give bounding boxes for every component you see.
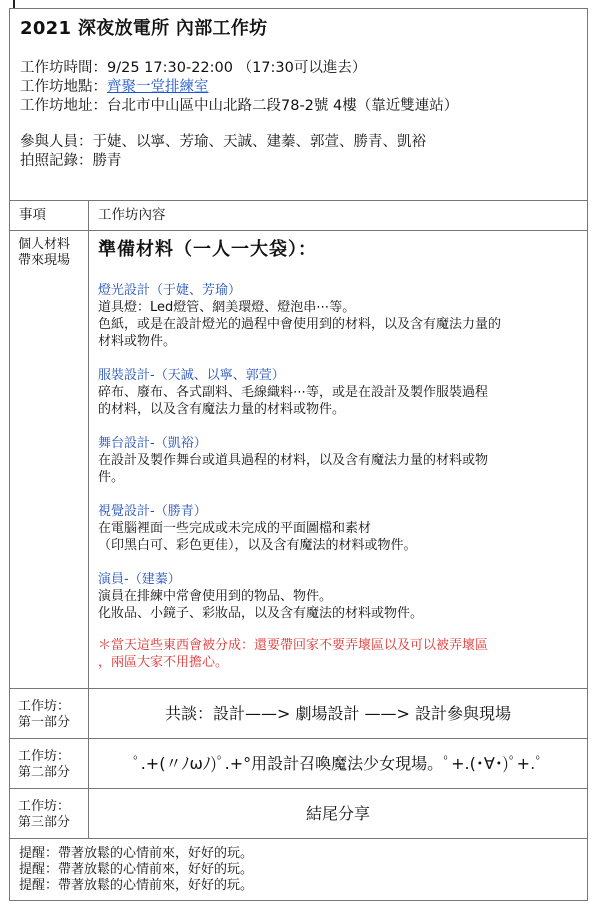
- warning-note: ＊當天這些東西會被分成：還要帶回家不要弄壞區以及可以被弄壞區 ，兩區大家不用擔心。: [98, 638, 489, 670]
- section-visual: [98, 503, 577, 554]
- column-header-row: [10, 201, 588, 231]
- people-info: [20, 133, 577, 171]
- part-content: 共談：設計——> 劇場設計 ——> 設計參與現場: [89, 689, 588, 739]
- document-title: 2021 深夜放電所 內部工作坊: [20, 18, 268, 39]
- workshop-info: [20, 59, 577, 116]
- photo-label: 拍照記錄：: [20, 153, 93, 169]
- photographer-value: 勝青: [92, 153, 122, 169]
- section-line: （印黑白可、彩色更佳），以及含有魔法的材料或物件。: [98, 538, 417, 553]
- header-cell: [10, 9, 588, 201]
- participants-label: 參與人員：: [20, 134, 93, 150]
- part-row-1: [10, 689, 588, 739]
- participants-line: [20, 133, 577, 152]
- materials-row: [10, 231, 588, 689]
- reminder-line: 提醒：帶著放鬆的心情前來，好好的玩。: [19, 878, 254, 893]
- time-label: 工作坊時間：: [20, 60, 107, 76]
- section-line: 材料或物件。: [98, 334, 177, 349]
- section-stage: [98, 435, 577, 486]
- reminder-line: 提醒：帶著放鬆的心情前來，好好的玩。: [19, 862, 254, 877]
- materials-label: 個人材料 帶來現場: [10, 231, 89, 689]
- time-value: 9/25 17:30-22:00 （17:30可以進去）: [107, 60, 367, 76]
- part-label: 工作坊： 第三部分: [10, 789, 89, 839]
- col1-header: 事項: [10, 201, 89, 231]
- header-row: [10, 9, 588, 201]
- section-line: 在設計及製作舞台或道具過程的材料，以及含有魔法力量的材料或物: [98, 453, 489, 468]
- address-value: 台北市中山區中山北路二段78-2號 4樓（靠近雙連站）: [107, 98, 459, 114]
- section-line: 在電腦裡面一些完成或未完成的平面圖檔和素材: [98, 521, 372, 536]
- address-line: [20, 97, 577, 116]
- section-title: 服裝設計-（天誠、以寧、郭萱）: [98, 368, 285, 383]
- place-link[interactable]: 齊聚一堂排練室: [107, 79, 209, 95]
- part-content: ﾟ.+(〃ﾉωﾉ)ﾟ.+°用設計召喚魔法少女現場。ﾟ+.(･∀･)ﾟ+.ﾟ: [89, 739, 588, 789]
- part-content: 結尾分享: [89, 789, 588, 839]
- workshop-document-table: [9, 8, 588, 901]
- text-cursor-mark: [13, 0, 15, 8]
- section-line: 演員在排練中常會使用到的物品、物件。: [98, 589, 333, 604]
- photo-line: [20, 152, 577, 171]
- reminder-line: 提醒：帶著放鬆的心情前來，好好的玩。: [19, 846, 254, 861]
- materials-content: [89, 231, 588, 689]
- time-line: [20, 59, 577, 78]
- section-line: 道具燈：Led燈管、網美環燈、燈泡串⋯等。: [98, 300, 356, 315]
- part-row-3: [10, 789, 588, 839]
- section-actor: [98, 571, 577, 622]
- section-line: 碎布、廢布、各式副料、毛線織料⋯等，或是在設計及製作服裝過程: [98, 385, 489, 400]
- section-title: 燈光設計（于婕、芳瑜）: [98, 283, 242, 298]
- address-label: 工作坊地址：: [20, 98, 107, 114]
- col2-header: 工作坊內容: [89, 201, 588, 231]
- section-costume: [98, 367, 577, 418]
- section-line: 的材料，以及含有魔法力量的材料或物件。: [98, 402, 346, 417]
- section-title: 視覺設計-（勝青）: [98, 504, 207, 519]
- participants-value: 于婕、以寧、芳瑜、天誠、建蓁、郭萱、勝青、凱裕: [92, 134, 426, 150]
- reminder-row: [10, 839, 588, 901]
- part-row-2: [10, 739, 588, 789]
- section-lighting: [98, 282, 577, 350]
- part-label: 工作坊： 第二部分: [10, 739, 89, 789]
- place-label: 工作坊地點：: [20, 79, 107, 95]
- section-title: 演員-（建蓁）: [98, 572, 181, 587]
- part-label: 工作坊： 第一部分: [10, 689, 89, 739]
- section-line: 色紙，或是在設計燈光的過程中會使用到的材料，以及含有魔法力量的: [98, 317, 502, 332]
- place-line: [20, 78, 577, 97]
- section-line: 件。: [98, 470, 125, 485]
- section-title: 舞台設計-（凱裕）: [98, 436, 207, 451]
- reminder-cell: [10, 839, 588, 901]
- materials-heading: 準備材料（一人一大袋）：: [98, 239, 317, 260]
- section-line: 化妝品、小鏡子、彩妝品，以及含有魔法的材料或物件。: [98, 606, 424, 621]
